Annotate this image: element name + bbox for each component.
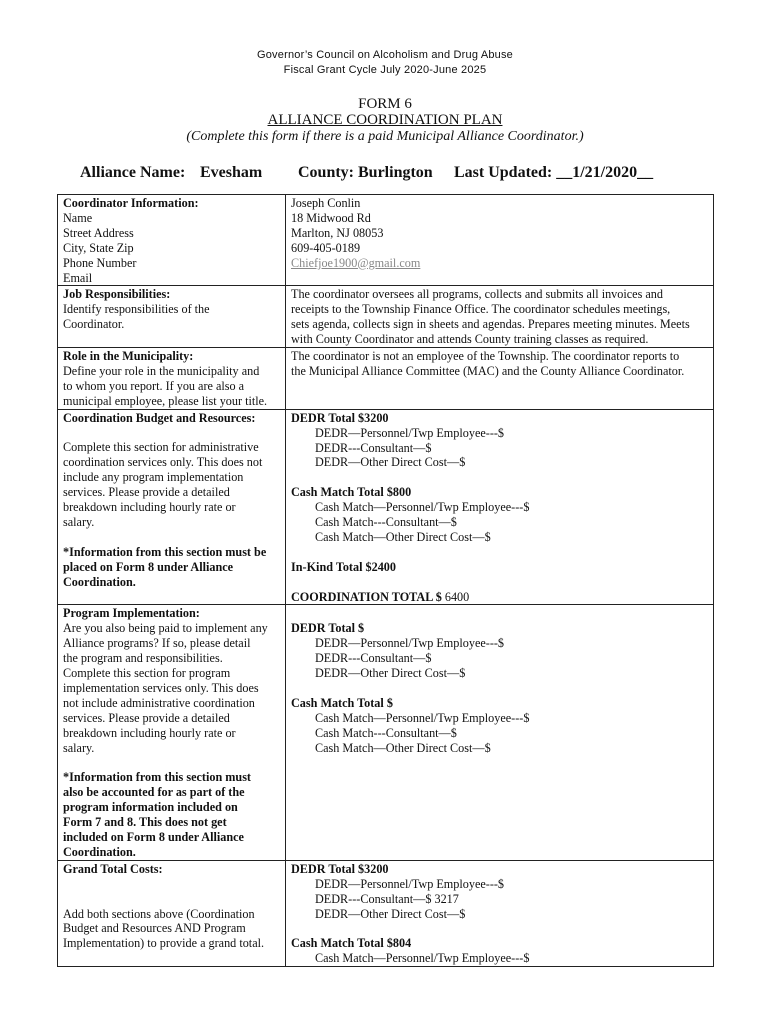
name-label: Name — [63, 210, 93, 225]
job-text-line: sets agenda, collects sign in sheets and agendas. Prepares meeting minutes. Meets — [291, 317, 690, 332]
email-link[interactable]: Chiefjoe1900@gmail.com — [291, 255, 421, 270]
alliance-name-value: Evesham — [200, 164, 263, 181]
program-note-line: *Information from this section must — [63, 770, 251, 785]
program-cash-total: Cash Match Total $ — [291, 695, 393, 710]
program-note-line: included on Form 8 under Alliance — [63, 830, 244, 844]
budget-row — [58, 409, 714, 605]
phone-value: 609-405-0189 — [291, 240, 361, 255]
program-instruction-line: Complete this section for program — [63, 666, 231, 681]
coordinator-value-cell — [286, 195, 714, 286]
budget-instruction-line: include any program implementation — [63, 470, 244, 485]
coordination-total-label: COORDINATION TOTAL $ — [291, 589, 442, 604]
grand-dedr-total: DEDR Total $3200 — [291, 861, 389, 876]
form-number: FORM 6 — [358, 96, 412, 112]
street-label: Street Address — [63, 225, 134, 240]
program-note-line: program information included on — [63, 800, 238, 815]
job-instruction-line: Identify responsibilities of the — [63, 302, 210, 317]
street-value: 18 Midwood Rd — [291, 210, 371, 225]
budget-note-line: *Information from this section must be — [63, 544, 267, 559]
program-dedr-total: DEDR Total $ — [291, 621, 365, 636]
name-value: Joseph Conlin — [291, 196, 361, 210]
phone-label: Phone Number — [63, 255, 137, 270]
grand-dedr-item: DEDR—Personnel/Twp Employee---$ — [315, 876, 505, 891]
coordination-total-value: 6400 — [441, 589, 470, 604]
form-instructions: (Complete this form if there is a paid Municipal Alliance Coordinator.) — [186, 129, 584, 144]
role-instruction-line: to whom you report. If you are also a — [63, 378, 245, 393]
program-instruction-line: Alliance programs? If so, please detail — [63, 636, 251, 651]
job-value-cell — [286, 286, 714, 348]
role-row — [58, 348, 714, 410]
role-instruction-line: municipal employee, please list your title. — [63, 393, 268, 408]
coordinator-row — [58, 195, 714, 286]
program-instruction-line: breakdown including hourly rate or — [63, 725, 236, 740]
role-label-cell — [58, 348, 286, 410]
program-instruction-line: Are you also being paid to implement any — [63, 621, 268, 636]
city-value: Marlton, NJ 08053 — [291, 225, 384, 240]
job-heading: Job Responsibilities: — [63, 287, 171, 302]
budget-value-cell — [286, 409, 714, 605]
program-instruction-line: not include administrative coordination — [63, 695, 255, 710]
grand-dedr-item: DEDR---Consultant—$ 3217 — [315, 891, 459, 906]
grand-heading: Grand Total Costs: — [63, 861, 163, 876]
budget-cash-item: Cash Match---Consultant—$ — [315, 515, 457, 530]
budget-cash-item: Cash Match—Other Direct Cost—$ — [315, 529, 491, 544]
budget-dedr-total: DEDR Total $3200 — [291, 410, 389, 425]
grand-total-row — [58, 860, 714, 966]
program-instruction-line: the program and responsibilities. — [63, 651, 223, 666]
budget-dedr-item: DEDR—Personnel/Twp Employee---$ — [315, 425, 505, 440]
program-row — [58, 605, 714, 860]
budget-cash-total: Cash Match Total $800 — [291, 485, 412, 500]
email-label: Email — [63, 270, 93, 285]
budget-note-line: Coordination. — [63, 574, 136, 589]
program-dedr-item: DEDR—Other Direct Cost—$ — [315, 666, 466, 681]
budget-inkind-total: In-Kind Total $2400 — [291, 559, 396, 574]
budget-instruction-line: salary. — [63, 515, 95, 530]
role-text-line: The coordinator is not an employee of the Township. The coordinator reports to — [291, 349, 680, 364]
job-text-line: receipts to the Township Finance Office. The coordinator schedules meetings, — [291, 302, 671, 317]
program-note-line: Coordination. — [63, 844, 136, 859]
budget-instruction-line: services. Please provide a detailed — [63, 485, 230, 500]
grand-cash-total: Cash Match Total $804 — [291, 936, 412, 951]
budget-heading: Coordination Budget and Resources: — [63, 410, 256, 425]
alliance-name-label: Alliance Name: — [80, 164, 186, 181]
budget-dedr-item: DEDR---Consultant—$ — [315, 440, 432, 455]
grand-cash-item: Cash Match—Personnel/Twp Employee---$ — [315, 951, 530, 966]
budget-instruction-line: coordination services only. This does not — [63, 455, 263, 470]
job-row — [58, 286, 714, 348]
budget-label-cell — [58, 409, 286, 605]
program-cash-item: Cash Match—Other Direct Cost—$ — [315, 740, 491, 755]
role-text-line: the Municipal Alliance Committee (MAC) and the County Alliance Coordinator. — [291, 363, 685, 378]
program-instruction-line: salary. — [63, 740, 95, 755]
role-instruction-line: Define your role in the municipality and — [63, 363, 260, 378]
grand-value-cell — [286, 860, 714, 966]
program-cash-item: Cash Match—Personnel/Twp Employee---$ — [315, 710, 530, 725]
job-text-line: with County Coordinator and attends County training classes as required. — [291, 332, 649, 347]
program-dedr-item: DEDR—Personnel/Twp Employee---$ — [315, 636, 505, 651]
budget-instruction-line: breakdown including hourly rate or — [63, 500, 236, 515]
budget-instruction-line: Complete this section for administrative — [63, 440, 259, 455]
grand-instruction-line: Add both sections above (Coordination — [63, 906, 255, 921]
program-label-cell — [58, 605, 286, 860]
program-note-line: also be accounted for as part of the — [63, 785, 245, 800]
job-instruction-line: Coordinator. — [63, 317, 125, 332]
job-text-line: The coordinator oversees all programs, collects and submits all invoices and — [291, 287, 663, 302]
grand-label-cell — [58, 860, 286, 966]
coordination-total — [291, 590, 709, 605]
program-instruction-line: services. Please provide a detailed — [63, 710, 230, 725]
grant-cycle: Fiscal Grant Cycle July 2020-June 2025 — [283, 64, 487, 76]
role-heading: Role in the Municipality: — [63, 349, 194, 364]
role-value-cell — [286, 348, 714, 410]
program-instruction-line: implementation services only. This does — [63, 680, 259, 695]
job-label-cell — [58, 286, 286, 348]
budget-cash-item: Cash Match—Personnel/Twp Employee---$ — [315, 500, 530, 515]
city-label: City, State Zip — [63, 240, 134, 255]
grand-instruction-line: Implementation) to provide a grand total. — [63, 936, 265, 951]
form-title: ALLIANCE COORDINATION PLAN — [267, 112, 503, 128]
program-value-cell — [286, 605, 714, 860]
program-heading: Program Implementation: — [63, 606, 200, 621]
coordinator-heading: Coordinator Information: — [63, 196, 199, 210]
program-dedr-item: DEDR---Consultant—$ — [315, 651, 432, 666]
coordination-plan-table — [57, 194, 714, 967]
council-name: Governor’s Council on Alcoholism and Drug Abuse — [256, 49, 514, 61]
last-updated-field: Last Updated: __1/21/2020__ — [454, 164, 654, 181]
program-cash-item: Cash Match---Consultant—$ — [315, 725, 457, 740]
program-note-line: Form 7 and 8. This does not get — [63, 815, 227, 830]
budget-note-line: placed on Form 8 under Alliance — [63, 559, 234, 574]
county-field: County: Burlington — [298, 164, 433, 181]
coordinator-label-cell — [58, 195, 286, 286]
grand-dedr-item: DEDR—Other Direct Cost—$ — [315, 906, 466, 921]
budget-dedr-item: DEDR—Other Direct Cost—$ — [315, 455, 466, 470]
grand-instruction-line: Budget and Resources AND Program — [63, 921, 246, 936]
